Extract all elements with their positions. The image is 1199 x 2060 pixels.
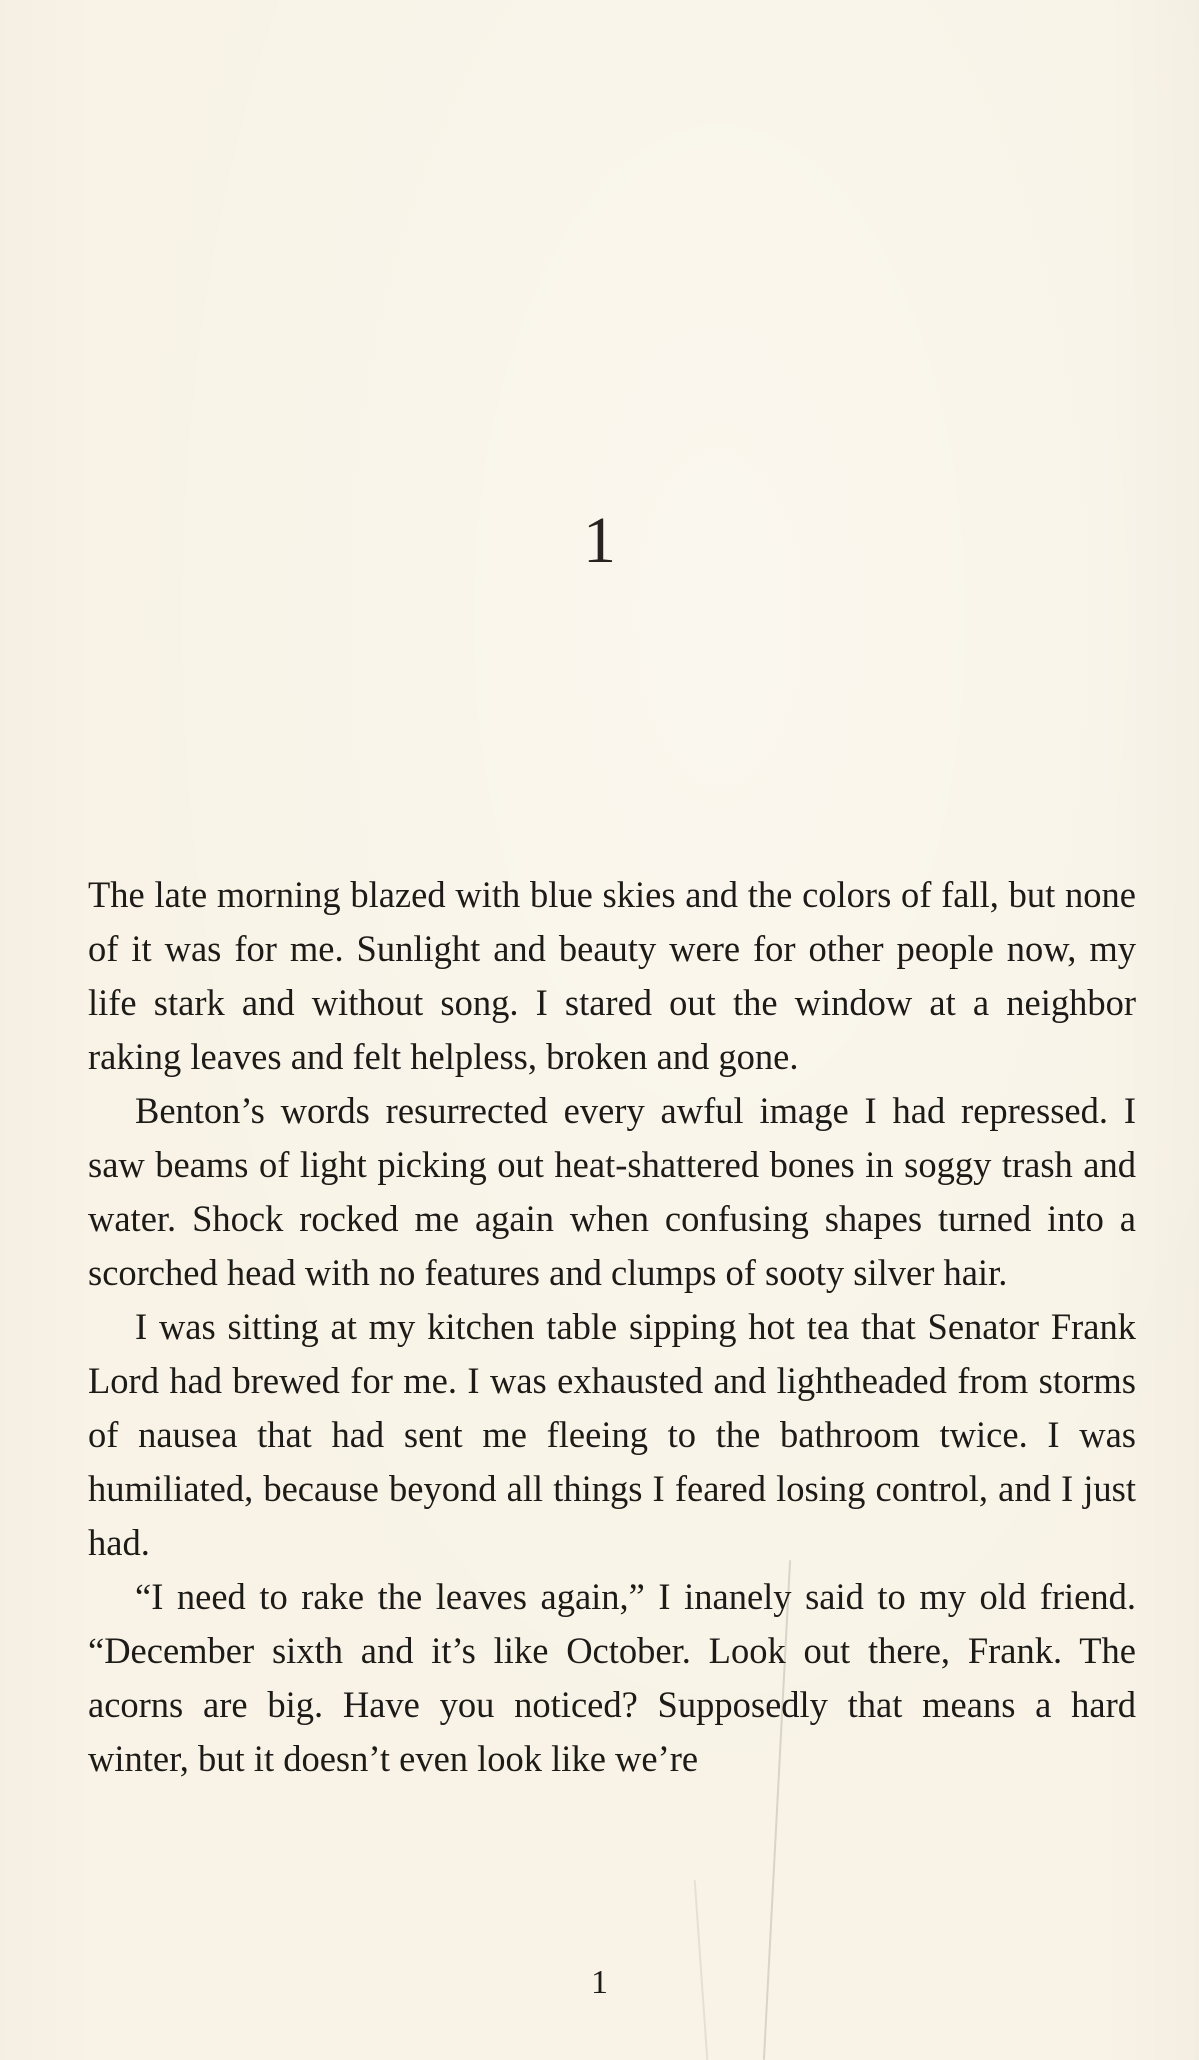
paragraph: “I need to rake the leaves again,” I inanely said to my old friend. “December sixth and it’s like October. Look out there, Frank. The acorns are big. Have you noticed? Supposedly that means a hard winter, but it doesn’t even look like we’re — [88, 1576, 1136, 1779]
chapter-number: 1 — [583, 504, 616, 577]
paragraph: The late morning blazed with blue skies and the colors of fall, but none of it was for me. Sunlight and beauty were for other people now, my life stark and without song. I stared out the window at a neighbor raking leaves and felt helpless, broken and gone. — [88, 874, 1136, 1077]
paragraph: I was sitting at my kitchen table sipping hot tea that Senator Frank Lord had brewed for me. I was exhausted and lightheaded from storms of nausea that had sent me fleeing to the bathroom twice. I was humiliated, because beyond all things I feared losing control, and I just had. — [88, 1306, 1136, 1563]
page-number: 1 — [591, 1964, 608, 2001]
paragraph: Benton’s words resurrected every awful image I had repressed. I saw beams of light picking out heat-shattered bones in soggy trash and water. Shock rocked me again when confusing shapes turned into a scorched head with no features and clumps of sooty silver hair. — [88, 1090, 1136, 1293]
chapter-body — [88, 868, 1136, 1786]
